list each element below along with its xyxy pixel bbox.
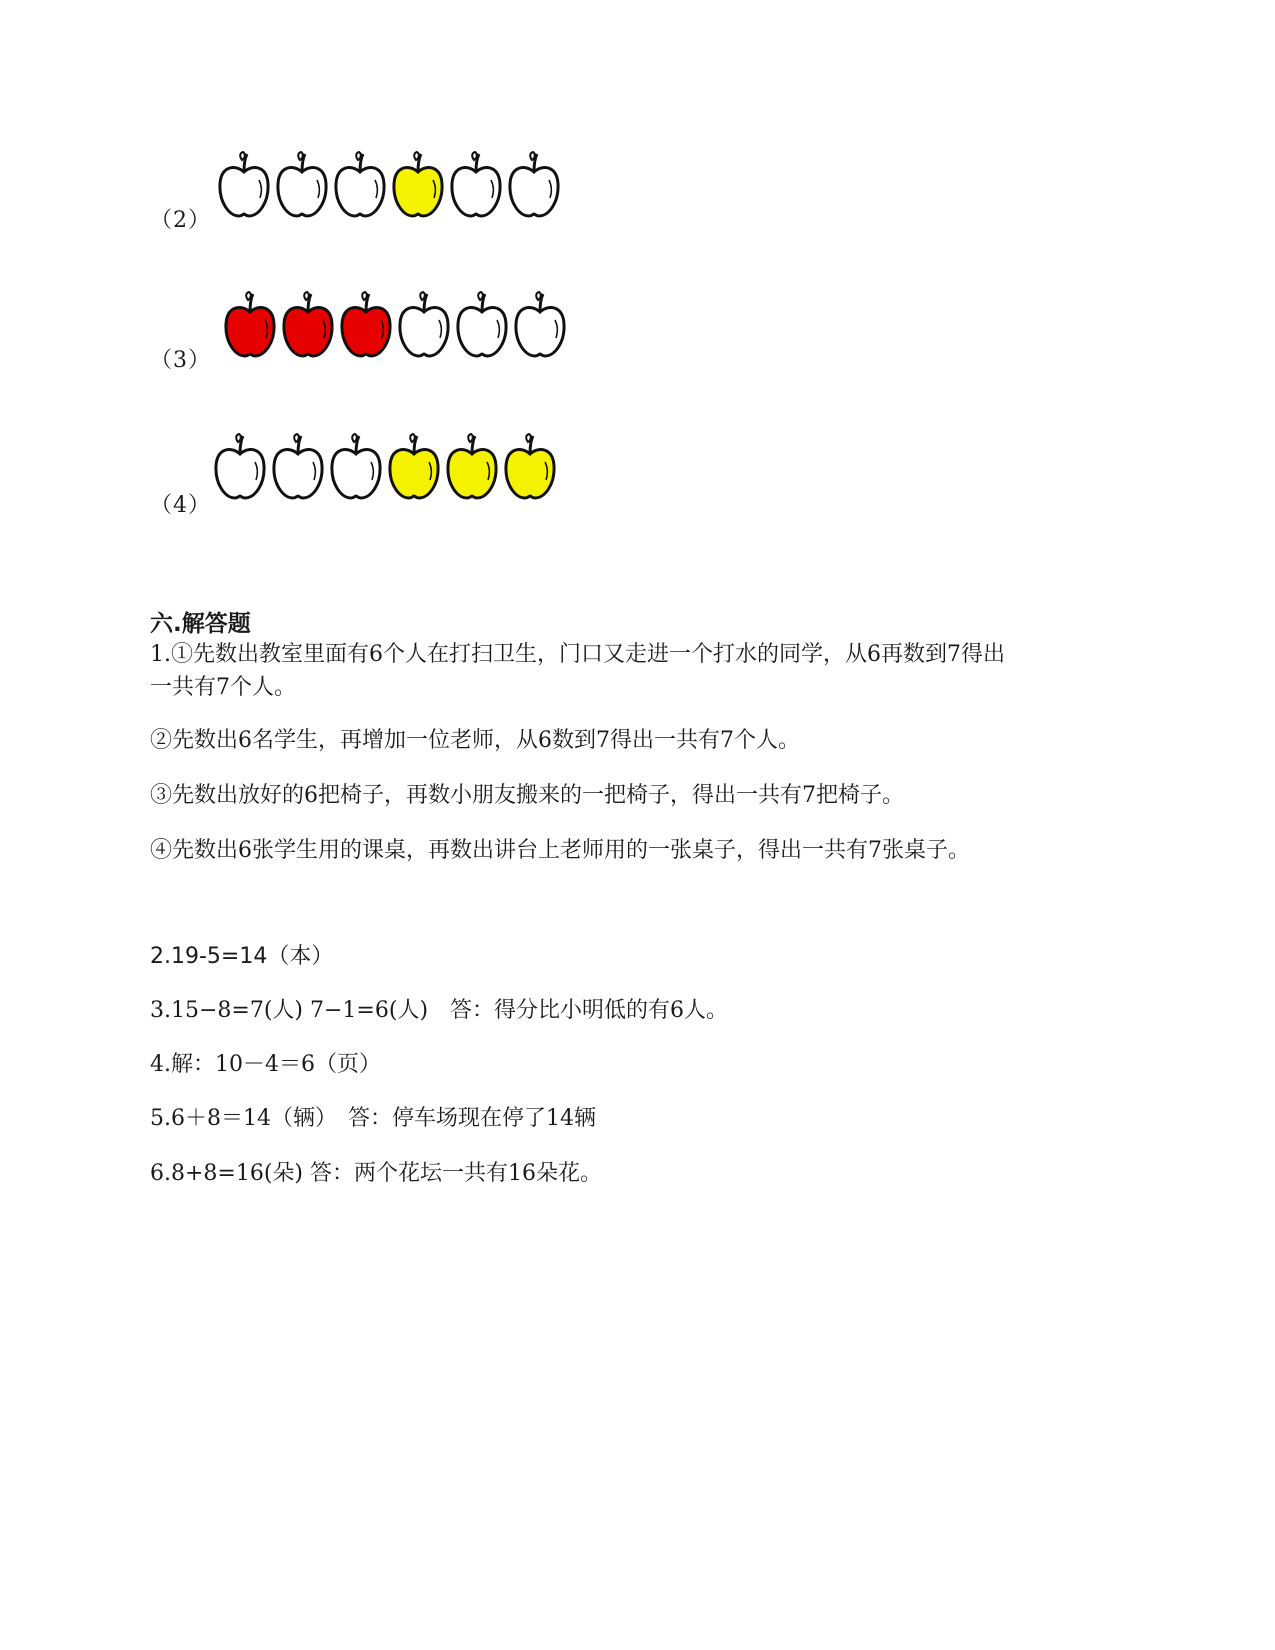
- apple-icon: [278, 152, 326, 216]
- apple-icon: [220, 152, 268, 216]
- apple-group: [214, 150, 574, 230]
- apple-icon: [284, 292, 332, 356]
- apple-row-image: [210, 432, 570, 512]
- apple-icon: [394, 152, 442, 216]
- apple-icon: [452, 152, 500, 216]
- apple-icon: [510, 152, 558, 216]
- answer-5: 5.6＋8＝14（辆） 答：停车场现在停了14辆: [150, 1106, 596, 1131]
- apple-icon: [342, 292, 390, 356]
- apple-icon: [226, 292, 274, 356]
- answer-4: 4.解：10－4＝6（页）: [150, 1052, 381, 1077]
- answer-line: 1.①先数出教室里面有6个人在打扫卫生，门口又走进一个打水的同学，从6再数到7得出: [150, 642, 1005, 667]
- row-label: （2）: [150, 208, 211, 233]
- apple-icon: [390, 434, 438, 498]
- row-label: （3）: [150, 348, 211, 373]
- apple-icon: [448, 434, 496, 498]
- apple-row-image: [220, 290, 580, 370]
- answer-2: 2.19-5=14（本）: [150, 944, 334, 969]
- apple-icon: [458, 292, 506, 356]
- apple-icon: [332, 434, 380, 498]
- answer-line: 一共有7个人。: [150, 675, 296, 700]
- apple-group: [220, 290, 580, 370]
- apple-icon: [506, 434, 554, 498]
- apple-icon: [336, 152, 384, 216]
- apple-icon: [400, 292, 448, 356]
- apple-icon: [274, 434, 322, 498]
- answer-1-3: ③先数出放好的6把椅子，再数小朋友搬来的一把椅子，得出一共有7把椅子。: [150, 783, 904, 808]
- apple-icon: [216, 434, 264, 498]
- answer-1-1: [150, 638, 1130, 704]
- answer-6: 6.8+8=16(朵) 答：两个花坛一共有16朵花。: [150, 1161, 602, 1186]
- section-title: 六.解答题: [150, 611, 251, 637]
- answer-1-4: ④先数出6张学生用的课桌，再数出讲台上老师用的一张桌子，得出一共有7张桌子。: [150, 838, 970, 863]
- answer-3: 3.15−8=7(人) 7−1=6(人) 答：得分比小明低的有6人。: [150, 998, 729, 1023]
- apple-group: [210, 432, 570, 512]
- row-label: （4）: [150, 493, 211, 518]
- apple-icon: [516, 292, 564, 356]
- apple-row-image: [214, 150, 574, 230]
- answer-1-2: ②先数出6名学生，再增加一位老师，从6数到7得出一共有7个人。: [150, 728, 800, 753]
